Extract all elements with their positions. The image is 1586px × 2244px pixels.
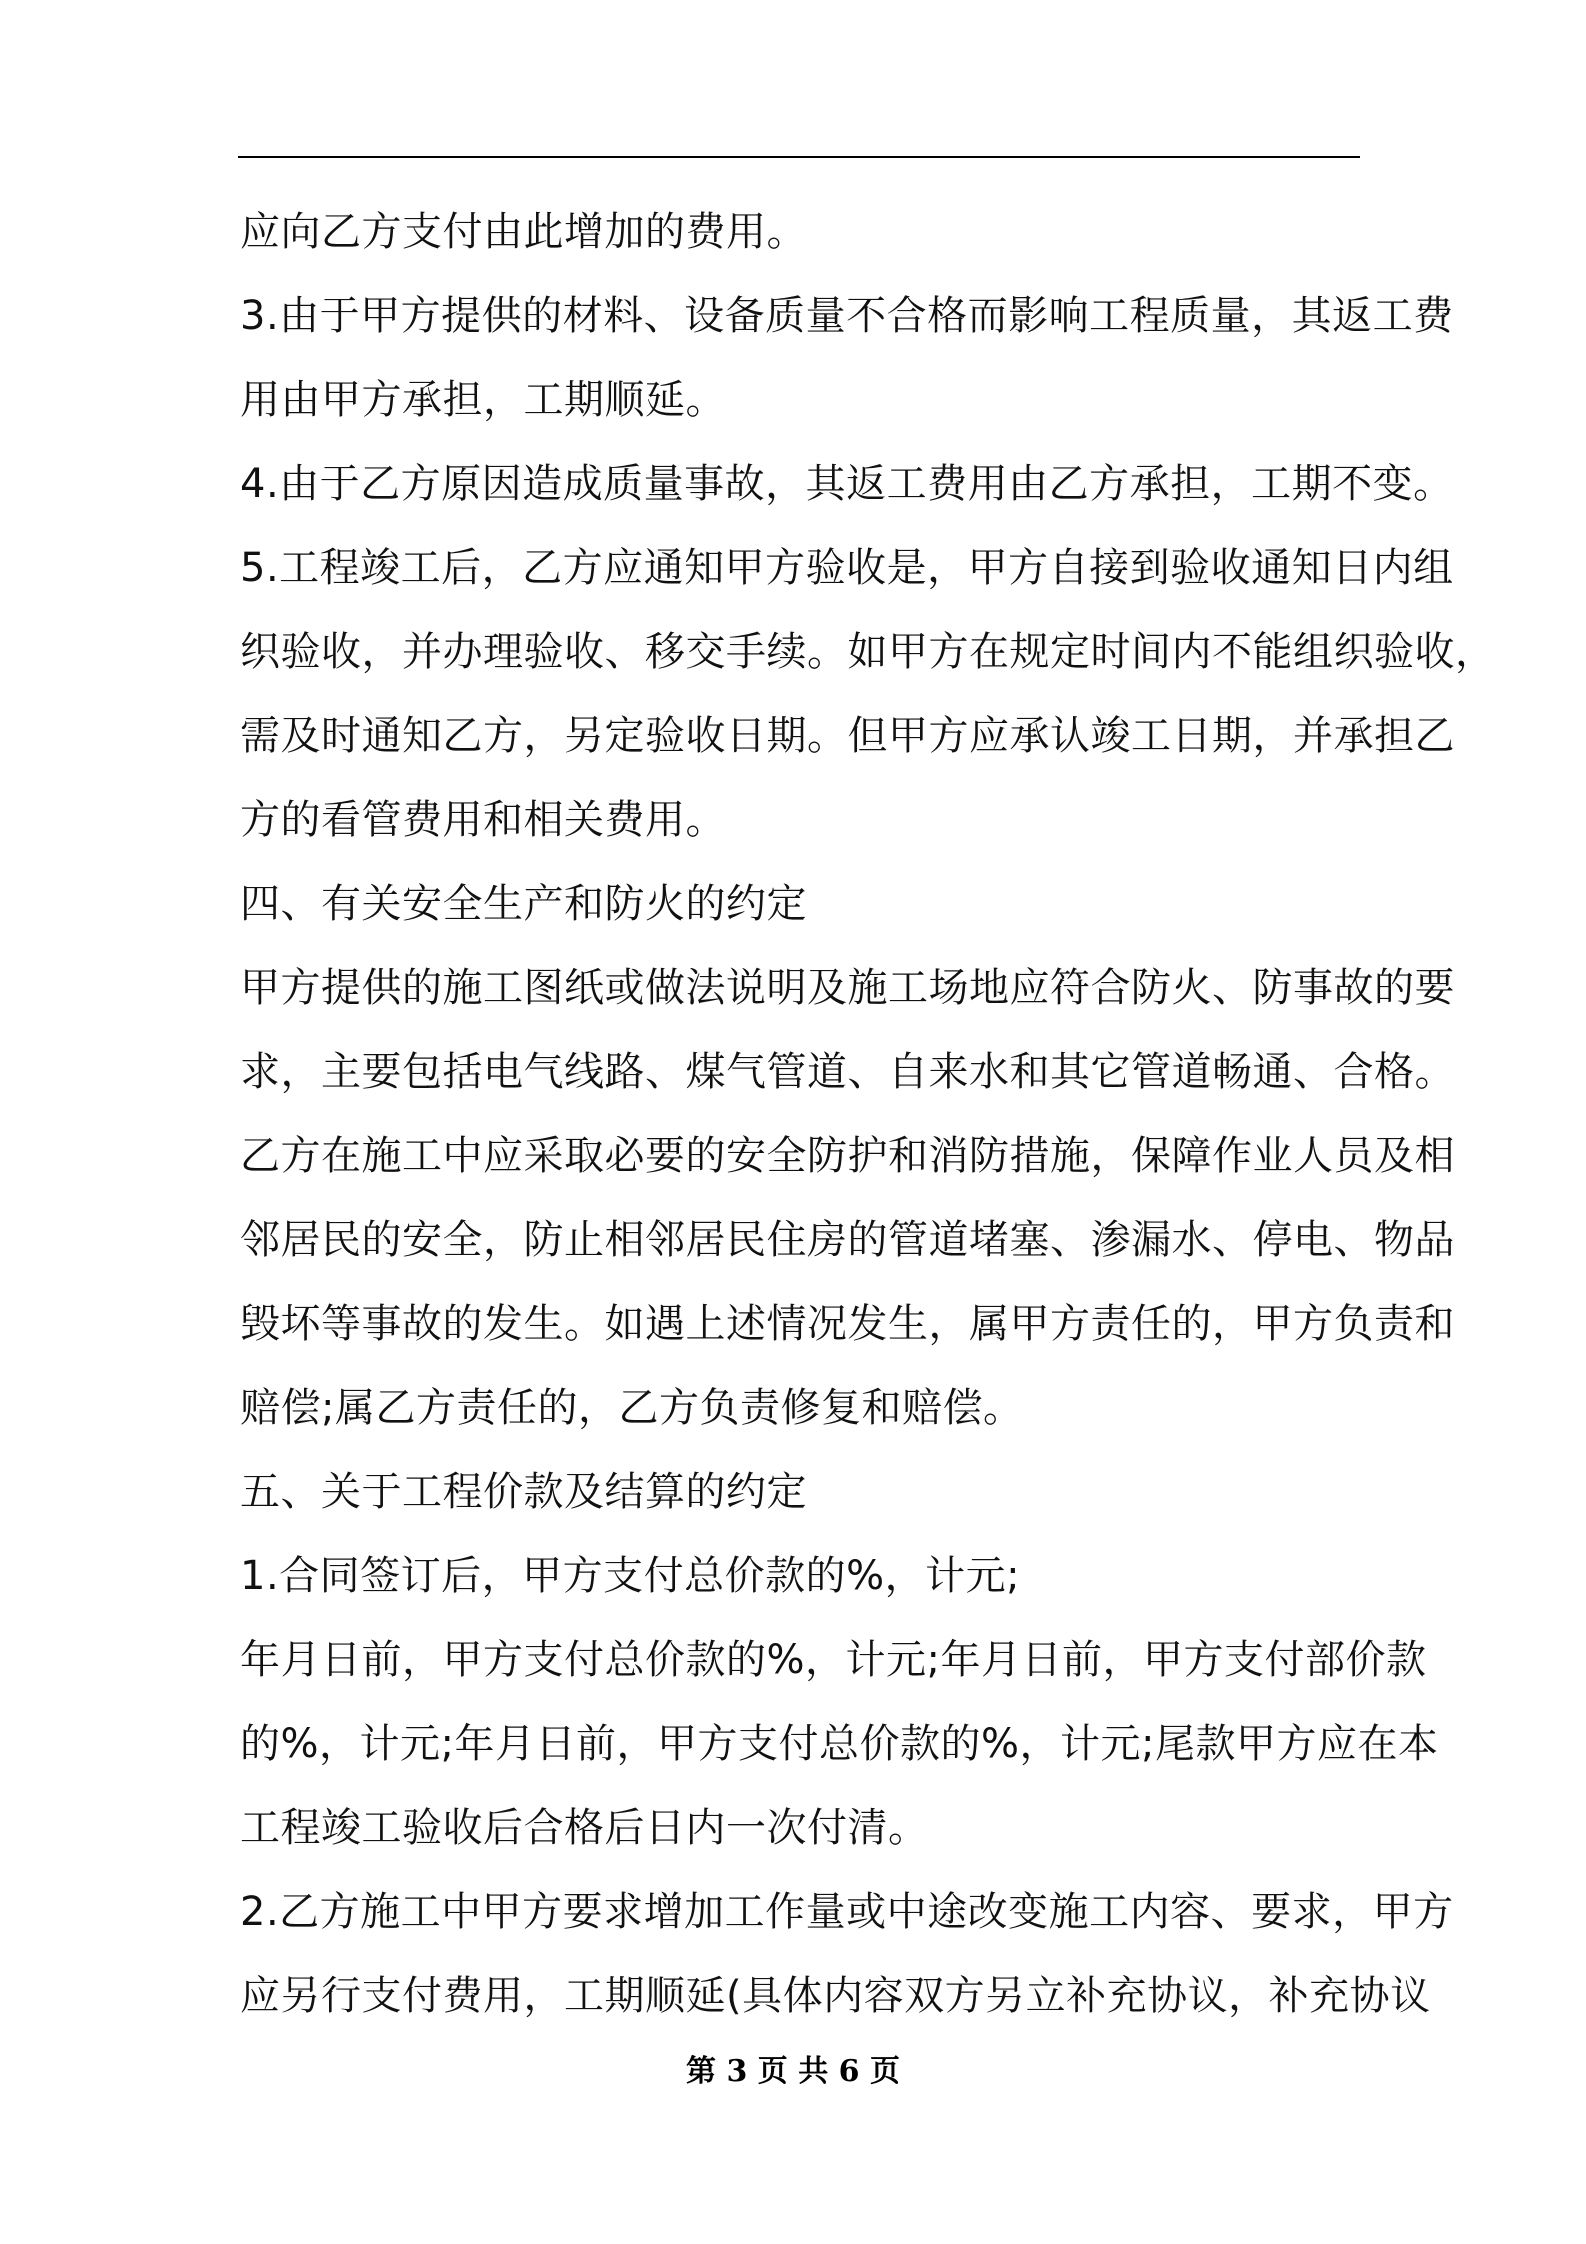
- text-line: 方的看管费用和相关费用。: [240, 797, 726, 843]
- text-line: 2.乙方施工中甲方要求增加工作量或中途改变施工内容、要求，甲方: [240, 1889, 1454, 1935]
- section-heading-payment: 五、关于工程价款及结算的约定: [240, 1469, 807, 1515]
- text-line: 3.由于甲方提供的材料、设备质量不合格而影响工程质量，其返工费: [240, 293, 1454, 339]
- text-line: 需及时通知乙方，另定验收日期。但甲方应承认竣工日期，并承担乙: [240, 713, 1455, 759]
- text-line: 甲方提供的施工图纸或做法说明及施工场地应符合防火、防事故的要: [240, 965, 1455, 1011]
- text-line: 1.合同签订后，甲方支付总价款的%，计元;: [240, 1553, 1021, 1599]
- text-line: 邻居民的安全，防止相邻居民住房的管道堵塞、渗漏水、停电、物品: [240, 1217, 1455, 1263]
- text-line: 应另行支付费用，工期顺延(具体内容双方另立补充协议，补充协议: [240, 1973, 1431, 2019]
- text-line: 工程竣工验收后合格后日内一次付清。: [240, 1805, 929, 1851]
- text-line: 用由甲方承担，工期顺延。: [240, 377, 726, 423]
- text-line: 年月日前，甲方支付总价款的%，计元;年月日前，甲方支付部价款: [240, 1637, 1427, 1683]
- text-line: 的%，计元;年月日前，甲方支付总价款的%，计元;尾款甲方应在本: [240, 1721, 1439, 1767]
- section-heading-safety: 四、有关安全生产和防火的约定: [240, 881, 807, 927]
- text-line: 毁坏等事故的发生。如遇上述情况发生，属甲方责任的，甲方负责和: [240, 1301, 1455, 1347]
- text-line: 织验收，并办理验收、移交手续。如甲方在规定时间内不能组织验收，: [240, 629, 1496, 675]
- page-number-footer: 第 3 页 共 6 页: [686, 2054, 900, 2089]
- text-line: 4.由于乙方原因造成质量事故，其返工费用由乙方承担，工期不变。: [240, 461, 1454, 507]
- document-body: [240, 190, 1496, 2038]
- text-line: 赔偿;属乙方责任的，乙方负责修复和赔偿。: [240, 1385, 1024, 1431]
- text-line: 5.工程竣工后，乙方应通知甲方验收是，甲方自接到验收通知日内组: [240, 545, 1454, 591]
- text-line: 乙方在施工中应采取必要的安全防护和消防措施，保障作业人员及相: [240, 1133, 1455, 1179]
- text-line: 应向乙方支付由此增加的费用。: [240, 209, 807, 255]
- header-divider: [238, 156, 1360, 158]
- text-line: 求，主要包括电气线路、煤气管道、自来水和其它管道畅通、合格。: [240, 1049, 1455, 1095]
